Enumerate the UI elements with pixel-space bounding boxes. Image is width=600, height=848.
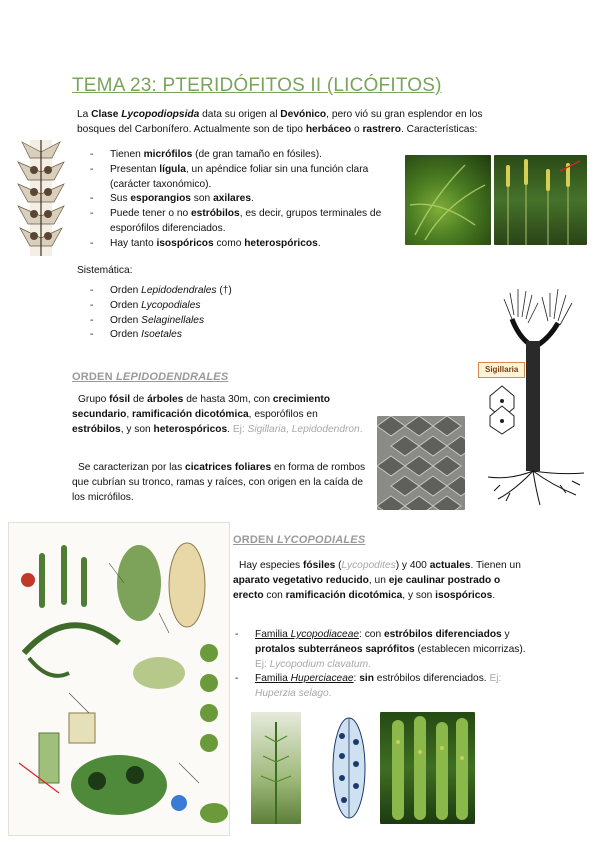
list-item: - Orden Lycopodiales (90, 299, 330, 314)
systematics-label: Sistemática: (77, 265, 133, 276)
families-list (235, 628, 535, 702)
list-item: - Familia Lycopodiaceae: con estróbilos diferenciados y protalos subterráneos saprófitos (establecen micorrizas). Ej: Lycopodium clavatum. (235, 628, 535, 672)
lycopod-photo-closeup (405, 155, 491, 245)
list-item: - Hay tanto isospóricos como heterospóricos. (90, 237, 395, 252)
list-item: - Puede tener o no estróbilos, es decir, grupos terminales de esporófilos diferenciados. (90, 207, 395, 237)
features-list (90, 148, 395, 251)
lycopodiales-paragraph: Hay especies fósiles (Lycopodites) y 400 actuales. Tienen un aparato vegetativo reducido, un eje caulinar postrado o erecto con ramificación dicotómica, y son isospóricos. (233, 560, 521, 601)
page-title: TEMA 23: PTERIDÓFITOS II (LICÓFITOS) (72, 75, 442, 96)
lepidodendrales-paragraph-1: Grupo fósil de árboles de hasta 30m, con crecimiento secundario, ramificación dicotómica, esporófilos en estróbilos, y son heterospóricos. Ej: Sigillaria, Lepidodendron. (72, 394, 363, 435)
strobilus-cross-section-photo (328, 712, 370, 824)
leaf-scar-diagram (486, 384, 518, 436)
list-item: - Orden Selaginellales (90, 314, 330, 329)
section-heading-lepidodendrales: ORDEN LEPIDODENDRALES (72, 371, 229, 383)
huperzia-selago-photo (380, 712, 475, 824)
list-item: - Orden Lepidodendrales (†) (90, 284, 330, 299)
section-heading-lycopodiales: ORDEN LYCOPODIALES (233, 534, 366, 546)
lycopodium-life-cycle-diagram (8, 522, 230, 836)
orders-list (90, 284, 330, 343)
fossil-bark-photo (377, 416, 465, 510)
strobilus-illustration (8, 138, 74, 258)
lepidodendrales-paragraph-2: Se caracterizan por las cicatrices foliares en forma de rombos que cubrían su tronco, ramas y raíces, con origen en la caída de los micrófilos. (72, 462, 366, 503)
list-item: - Sus esporangios son axilares. (90, 192, 395, 207)
lycopod-photo-strobili (494, 155, 587, 245)
list-item: - Tienen micrófilos (de gran tamaño en fósiles). (90, 148, 395, 163)
list-item: - Presentan lígula, un apéndice foliar sin una función clara (carácter taxonómico). (90, 163, 395, 193)
sigillaria-tag: Sigillaria (478, 362, 525, 378)
list-item: - Familia Huperciaceae: sin estróbilos diferenciados. Ej: Huperzia selago. (235, 672, 535, 702)
intro-paragraph: La Clase Lycopodiopsida data su origen al Devónico, pero vió su gran esplendor en los bosques del Carbonífero. Actualmente son de tipo herbáceo o rastrero. Características: (77, 109, 483, 135)
list-item: - Orden Isoetales (90, 328, 330, 343)
lycopodium-plant-photo (251, 712, 301, 824)
